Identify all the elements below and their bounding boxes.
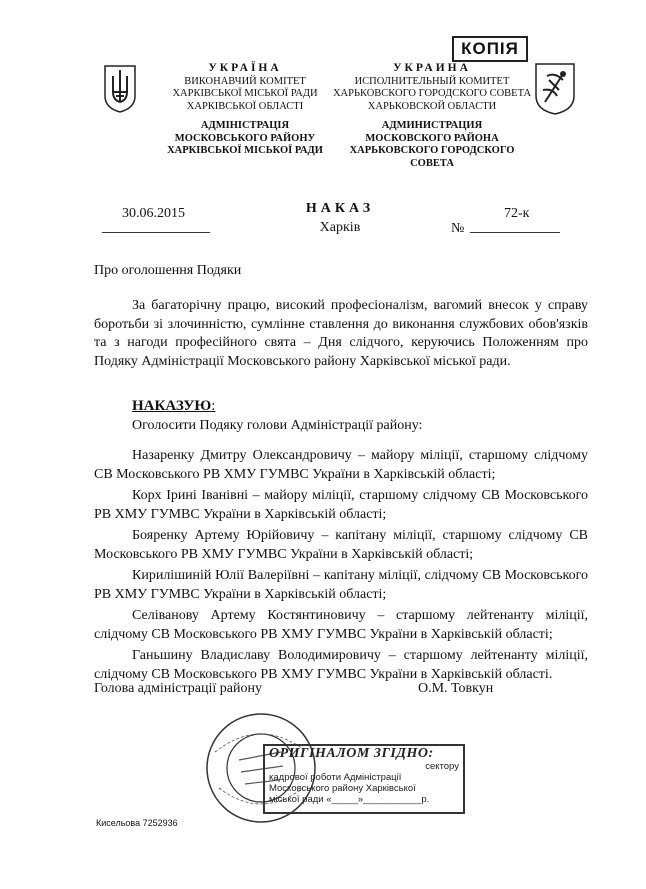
country-ru: УКРАИНА (393, 62, 471, 74)
order-number: 72-к (504, 206, 530, 221)
executor-footer: Кисельова 7252936 (96, 818, 178, 828)
date-underline (102, 232, 210, 233)
recipient-item: Назаренку Дмитру Олександровичу – майору міліції, старшому слідчому СВ Московського РВ ХМУ ГУМВС України в Харківській області; (94, 448, 588, 482)
order-date: 30.06.2015 (122, 206, 185, 221)
order-subject: Про оголошення Подяки (94, 263, 242, 278)
committee-ua-line1: ВИКОНАВЧИЙ КОМІТЕТ (184, 75, 306, 87)
recipient-item: Бояренку Артему Юрійовичу – капітану міліції, старшому слідчому СВ Московського РВ ХМУ ГУМВС України в Харківській області; (94, 528, 588, 562)
number-sign: № (451, 221, 465, 236)
admin-ru-line2: МОСКОВСКОГО РАЙОНА (365, 132, 499, 144)
ukraine-trident-emblem-icon (103, 62, 137, 114)
recipient-item: Кирилішиній Юлії Валеріївні – капітану міліції, слідчому СВ Московського РВ ХМУ ГУМВС України в Харківській області; (94, 568, 588, 602)
committee-ua-line2: ХАРКІВСЬКОЇ МІСЬКОЇ РАДИ (172, 88, 318, 99)
admin-ru-line3: ХАРЬКОВСКОГО ГОРОДСКОГО СОВЕТА (349, 145, 515, 169)
header-russian (332, 62, 532, 170)
admin-ru-line1: АДМИНИСТРАЦИЯ (381, 120, 483, 131)
stamp-line1: сектору (425, 761, 459, 772)
original-certification-stamp (263, 744, 465, 814)
committee-ru-line1: ИСПОЛНИТЕЛЬНЫЙ КОМИТЕТ (354, 75, 510, 87)
announcement-line: Оголосити Подяку голови Адміністрації району: (132, 418, 423, 433)
order-directive-word: НАКАЗУЮ (132, 398, 212, 414)
recipient-item: Селіванову Артему Костянтиновичу – старшому лейтенанту міліції, слідчому СВ Московського РВ ХМУ ГУМВС України в Харківській області; (94, 608, 588, 642)
signer-title: Голова адміністрації району (94, 681, 262, 696)
kharkiv-city-emblem-icon (533, 60, 577, 116)
committee-ru-line2: ХАРЬКОВСКОГО ГОРОДСКОГО СОВЕТА (332, 88, 532, 99)
admin-ua-line3: ХАРКІВСЬКОЇ МІСЬКОЇ РАДИ (167, 145, 323, 156)
admin-ua-line1: АДМІНІСТРАЦІЯ (200, 120, 290, 131)
admin-ua-line2: МОСКОВСЬКОГО РАЙОНУ (174, 132, 316, 144)
recipient-item: Ганьшину Владиславу Володимировичу – старшому лейтенанту міліції, слідчому СВ Московського РВ ХМУ ГУМВС України в Харківській області. (94, 648, 588, 682)
recipients-list (94, 447, 588, 687)
signer-name: О.М. Товкун (418, 681, 494, 696)
copy-stamp: КОПІЯ (452, 36, 528, 62)
recipient-item: Корх Ірині Іванівні – майору міліції, старшому слідчому СВ Московського РВ ХМУ ГУМВС України в Харківській області; (94, 488, 588, 522)
stamp-line3: Московського району Харківської (269, 783, 416, 794)
committee-ua-line3: ХАРКІВСЬКОЇ ОБЛАСТІ (186, 100, 304, 112)
order-directive-colon: : (211, 398, 216, 414)
header-ukrainian (160, 62, 330, 158)
stamp-line2: кадрової роботи Адміністрації (269, 772, 402, 783)
committee-ru-line3: ХАРЬКОВСКОЙ ОБЛАСТИ (367, 100, 497, 112)
country-ua: УКРАЇНА (208, 62, 282, 74)
intro-paragraph: За багаторічну працю, високий професіоналізм, вагомий внесок у справу боротьби зі злочинністю, сумлінне ставлення до виконання службових обов'язків та з нагоди професійного свята – Дня слідчого, керуючись Положенням про Подяку Адміністрації Московського району Харківської міської ради. (94, 298, 588, 369)
number-underline (470, 232, 560, 233)
order-title: НАКАЗ (305, 201, 375, 216)
stamp-line4: міської ради «_____»___________р. (269, 794, 430, 805)
order-city: Харків (319, 220, 361, 235)
order-directive (132, 398, 215, 415)
stamp-title: ОРИГІНАЛОМ ЗГІДНО: (269, 746, 434, 761)
